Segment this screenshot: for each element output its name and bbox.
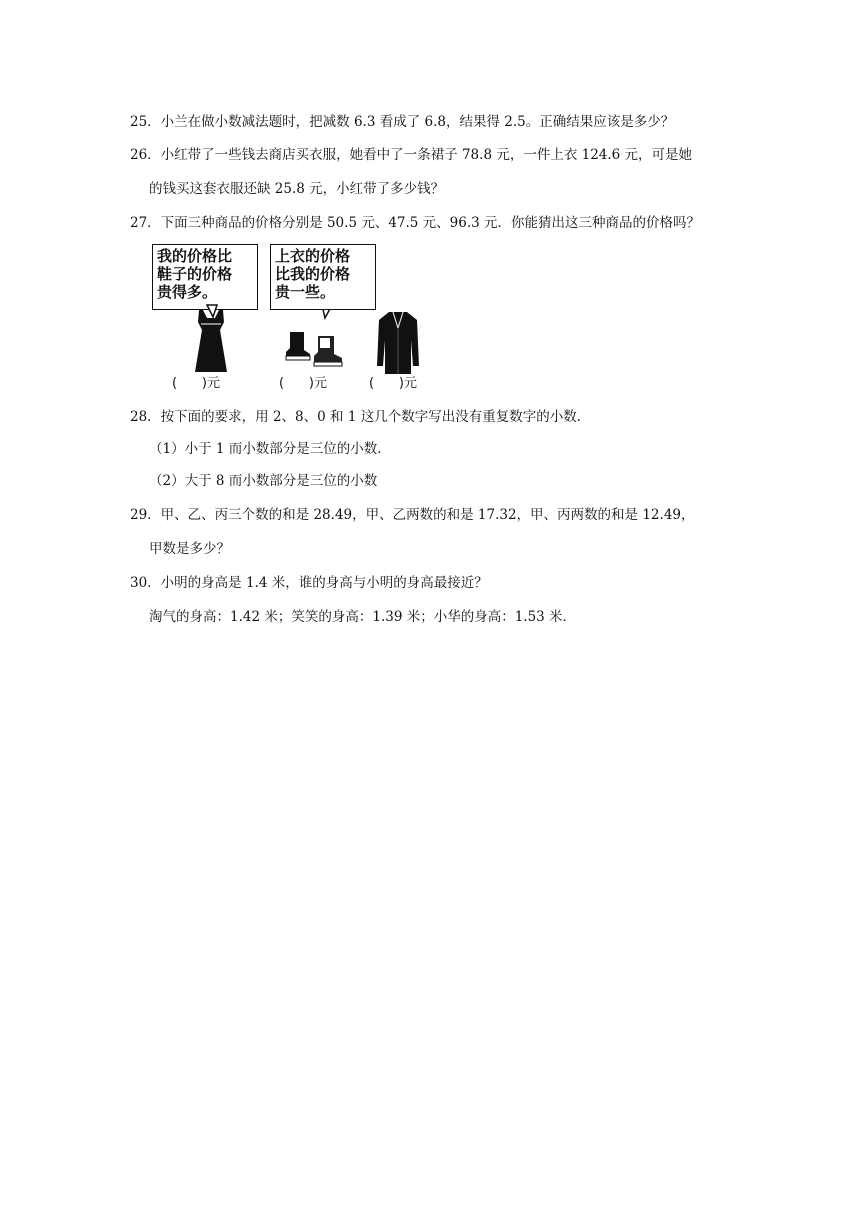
question-25: 25．小兰在做小数减法题时，把减数 6.3 看成了 6.8，结果得 2.5。正确结果应该是多少？ [130,114,675,130]
coat-price-blank: ( )元 [369,376,417,391]
product-illustration [147,242,447,392]
question-27: 27．下面三种商品的价格分别是 50.5 元、47.5 元、96.3 元．你能猜出这三种商品的价格吗？ [130,215,701,231]
question-26-line-2: 的钱买这套衣服还缺 25.8 元，小红带了多少钱？ [149,181,445,197]
shoes-speech-bubble: 上衣的价格 比我的价格 贵一些。 [270,244,376,310]
question-29-line-2: 甲数是多少？ [149,541,230,557]
shoes-icon [282,328,346,370]
dress-icon [187,308,235,376]
question-28-part-1: （1）小于 1 而小数部分是三位的小数． [149,441,391,457]
question-28: 28．按下面的要求，用 2、8、0 和 1 这几个数字写出没有重复数字的小数． [130,409,591,425]
question-28-part-2: （2）大于 8 而小数部分是三位的小数 [149,473,378,489]
dress-speech-bubble: 我的价格比 鞋子的价格 贵得多。 [152,244,258,310]
shoes-price-blank: ( )元 [279,376,327,391]
question-30-line-1: 30．小明的身高是 1.4 米，谁的身高与小明的身高最接近？ [130,575,488,591]
dress-price-blank: ( )元 [172,376,220,391]
coat-icon [375,310,421,376]
question-30-line-2: 淘气的身高：1.42 米；笑笑的身高：1.39 米；小华的身高：1.53 米． [149,609,577,625]
question-26-line-1: 26．小红带了一些钱去商店买衣服，她看中了一条裙子 78.8 元，一件上衣 124.6 元，可是她 [130,147,693,163]
question-29-line-1: 29．甲、乙、丙三个数的和是 28.49，甲、乙两数的和是 17.32，甲、丙两数的和是 12.49， [130,507,695,523]
